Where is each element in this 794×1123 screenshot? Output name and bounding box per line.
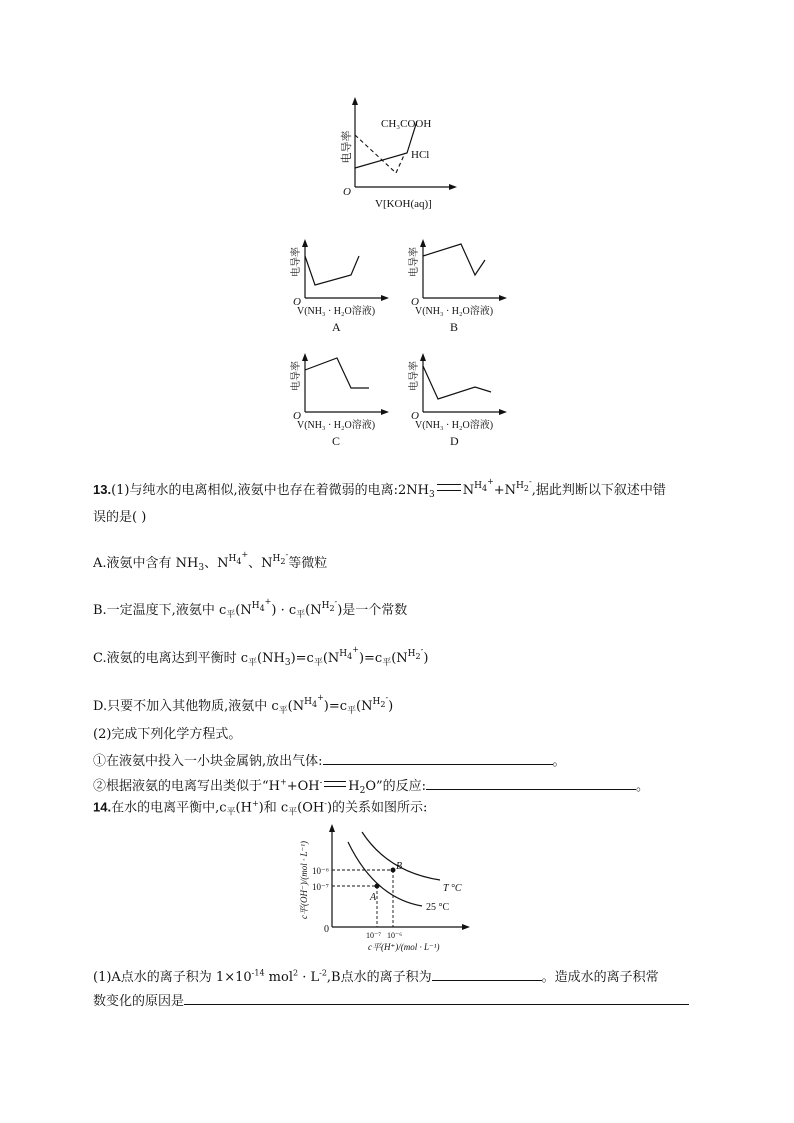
origin-label: O bbox=[343, 186, 351, 198]
q13-equation1: ①在液氨中投入一小块金属钠,放出气体: 。 bbox=[93, 754, 566, 769]
curve-25 bbox=[348, 842, 422, 906]
origin-label: 0 bbox=[324, 924, 329, 935]
x-axis-label: V[KOH(aq)] bbox=[375, 198, 432, 210]
q13-option-a: A.液氨中含有 $NH_3$、$N^{H_4^+}$、$N^{H_2^-}$等微粒 bbox=[93, 550, 328, 573]
x-tick-1: 10⁻⁷ bbox=[366, 931, 382, 940]
q13-equation2: ②根据液氨的电离写出类似于“H++OH- $H_2O$”的反应: 。 bbox=[93, 777, 650, 796]
option-graph-c bbox=[285, 352, 395, 448]
answer-blank-reason[interactable] bbox=[184, 992, 689, 1005]
ion: +N bbox=[493, 483, 517, 498]
q13-stem-line1 bbox=[93, 478, 666, 500]
q13-option-b: B.一定温度下,液氨中 $c_平(N^{H_4^+}) \cdot c_平(N^{H_2^-})$是一个常数 bbox=[93, 597, 408, 620]
q13-option-d: D.只要不加入其他物质,液氨中 $c_平(N^{H_4^+})=c_平(N^{H_2^-})$ bbox=[93, 693, 394, 716]
option-a-origin: O bbox=[293, 296, 301, 308]
ion: N bbox=[462, 483, 475, 498]
option-graph-b bbox=[403, 238, 513, 334]
q13-text: ,据此判断以下叙述中错 bbox=[531, 483, 666, 498]
y-tick-1: 10⁻⁶ bbox=[312, 866, 329, 876]
conductivity-koh-graph bbox=[335, 95, 465, 210]
q14-stem: 14.在水的电离平衡中$,c_平(H^+)$和 $c_平(OH^-)$的关系如图所示: bbox=[93, 799, 428, 818]
equilibrium-arrow bbox=[437, 484, 461, 491]
option-graph-a bbox=[285, 238, 395, 334]
option-c-origin: O bbox=[293, 410, 301, 422]
x-axis-label: c平(H⁺)/(mol · L⁻¹) bbox=[368, 942, 440, 952]
answer-blank-eq2[interactable] bbox=[426, 777, 636, 790]
point-a-label: A bbox=[370, 892, 377, 903]
option-b-ylabel: 电导率 bbox=[409, 247, 420, 277]
option-c-curve bbox=[305, 358, 369, 388]
q14-part1-line1: (1)A点水的离子积为 $1\times 10^{-14}$ $mol^2 \cdot L^{-2},B$点水的离子积为 。造成水的离子积常 bbox=[93, 968, 659, 985]
option-c-xlabel: V(NH₃ · H₂O溶液) bbox=[297, 420, 376, 431]
option-a-letter: A bbox=[332, 320, 341, 334]
q13-part2-heading: (2)完成下列化学方程式。 bbox=[93, 727, 242, 742]
option-c-ylabel: 电导率 bbox=[291, 361, 302, 391]
option-b-curve bbox=[423, 244, 485, 275]
option-graph-d bbox=[403, 352, 513, 448]
option-a-curve bbox=[305, 256, 359, 285]
option-a-xlabel: V(NH₃ · H₂O溶液) bbox=[297, 306, 376, 317]
y-axis-label: c平(OH⁻)/(mol · L⁻¹) bbox=[299, 841, 309, 919]
y-axis-label: 电导率 bbox=[341, 130, 353, 164]
answer-blank-eq1[interactable] bbox=[323, 752, 553, 765]
q13-option-c: C.液氨的电离达到平衡时 $c_平(NH_3)=c_平(N^{H_4^+})=c_平(N^{H_2^-})$ bbox=[93, 645, 429, 668]
curve-25-label: 25 °C bbox=[426, 902, 450, 913]
option-b-origin: O bbox=[411, 296, 419, 308]
option-d-curve bbox=[423, 366, 491, 399]
curve-t-label: T °C bbox=[443, 883, 462, 894]
equals-arrow bbox=[324, 781, 346, 787]
option-d-letter: D bbox=[450, 434, 459, 448]
option-b-letter: B bbox=[450, 320, 459, 334]
answer-blank-ionic-product[interactable] bbox=[432, 968, 542, 981]
point-a bbox=[375, 884, 380, 889]
option-a-ylabel: 电导率 bbox=[291, 247, 302, 277]
option-c-letter: C bbox=[332, 434, 341, 448]
ion-sup: H4+ bbox=[474, 477, 494, 493]
option-d-xlabel: V(NH₃ · H₂O溶液) bbox=[415, 420, 494, 431]
q13-stem-line2: 误的是( ) bbox=[93, 510, 147, 525]
option-d-ylabel: 电导率 bbox=[409, 361, 420, 391]
point-b bbox=[391, 868, 396, 873]
sub: 3 bbox=[429, 490, 435, 500]
x-tick-2: 10⁻⁶ bbox=[387, 931, 403, 940]
curve-t bbox=[362, 832, 440, 880]
option-b-xlabel: V(NH₃ · H₂O溶液) bbox=[415, 306, 494, 317]
water-ionization-graph bbox=[290, 820, 480, 955]
y-tick-2: 10⁻⁷ bbox=[312, 882, 329, 892]
acetic-label: CH₃COOH bbox=[381, 118, 432, 130]
hcl-label: HCl bbox=[411, 149, 430, 161]
point-b-label: B bbox=[396, 861, 403, 872]
q13-number: 13. bbox=[93, 482, 112, 497]
option-d-origin: O bbox=[411, 410, 419, 422]
q14-part1-line2: 数变化的原因是 bbox=[93, 992, 689, 1008]
hcl-curve bbox=[355, 135, 405, 173]
q13-text: (1)与纯水的电离相似,液氨中也存在着微弱的电离:2NH bbox=[111, 483, 429, 498]
ion-sup: H2- bbox=[516, 477, 532, 493]
